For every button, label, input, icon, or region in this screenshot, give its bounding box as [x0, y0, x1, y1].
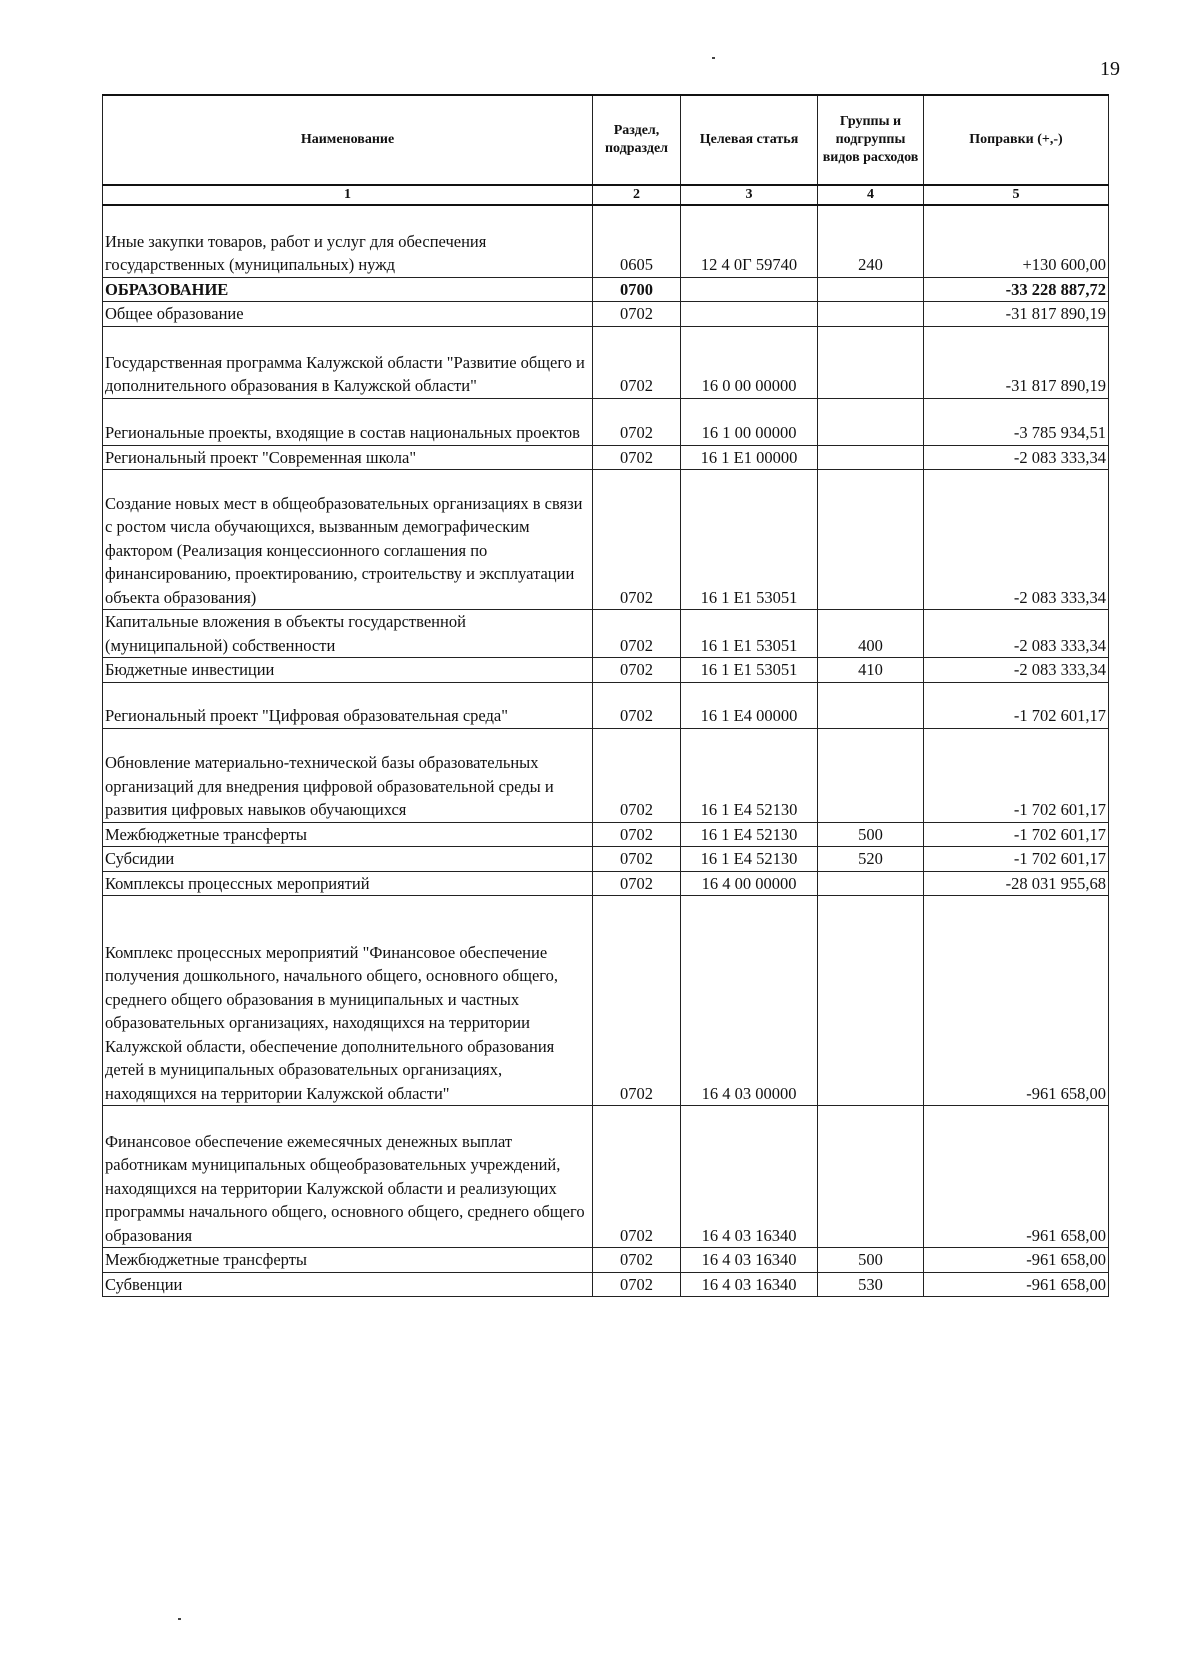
name-cell: Субсидии	[103, 847, 593, 872]
group-cell	[818, 277, 924, 302]
group-cell	[818, 896, 924, 1106]
table-row	[103, 302, 1109, 327]
name-cell: Межбюджетные трансферты	[103, 1248, 593, 1273]
name-cell: Региональный проект "Современная школа"	[103, 445, 593, 470]
group-cell	[818, 326, 924, 398]
target-cell: 12 4 0Г 59740	[681, 205, 818, 277]
section-cell: 0702	[593, 470, 681, 610]
page-number: 19	[1100, 58, 1120, 80]
group-cell	[818, 1106, 924, 1248]
column-number: 2	[593, 185, 681, 205]
section-cell: 0702	[593, 1248, 681, 1273]
scan-speck	[178, 1618, 181, 1620]
table-row	[103, 871, 1109, 896]
target-cell: 16 4 03 16340	[681, 1106, 818, 1248]
target-cell: 16 4 00 00000	[681, 871, 818, 896]
target-cell: 16 1 E4 52130	[681, 822, 818, 847]
amount-cell: -31 817 890,19	[924, 326, 1109, 398]
target-cell: 16 4 03 00000	[681, 896, 818, 1106]
group-cell: 530	[818, 1272, 924, 1297]
name-cell: Капитальные вложения в объекты государственной (муниципальной) собственности	[103, 610, 593, 658]
header-name: Наименование	[103, 95, 593, 185]
amount-cell: -31 817 890,19	[924, 302, 1109, 327]
target-cell: 16 1 E1 53051	[681, 470, 818, 610]
section-cell: 0700	[593, 277, 681, 302]
budget-amendments-table	[102, 94, 1109, 1297]
amount-cell: -961 658,00	[924, 1248, 1109, 1273]
group-cell: 240	[818, 205, 924, 277]
name-cell: Общее образование	[103, 302, 593, 327]
table-row	[103, 896, 1109, 1106]
section-cell: 0702	[593, 847, 681, 872]
section-cell: 0702	[593, 326, 681, 398]
group-cell: 520	[818, 847, 924, 872]
amount-cell: -33 228 887,72	[924, 277, 1109, 302]
header-target: Целевая статья	[681, 95, 818, 185]
group-cell: 500	[818, 822, 924, 847]
name-cell: Региональные проекты, входящие в состав национальных проектов	[103, 398, 593, 445]
amount-cell: -2 083 333,34	[924, 445, 1109, 470]
target-cell: 16 0 00 00000	[681, 326, 818, 398]
amount-cell: -961 658,00	[924, 1272, 1109, 1297]
table-row	[103, 847, 1109, 872]
section-cell: 0702	[593, 728, 681, 822]
table-row	[103, 1106, 1109, 1248]
section-cell: 0702	[593, 658, 681, 683]
group-cell	[818, 682, 924, 728]
group-cell	[818, 302, 924, 327]
section-cell: 0702	[593, 682, 681, 728]
amount-cell: -961 658,00	[924, 896, 1109, 1106]
column-number: 5	[924, 185, 1109, 205]
table-row	[103, 326, 1109, 398]
section-cell: 0702	[593, 822, 681, 847]
amount-cell: -28 031 955,68	[924, 871, 1109, 896]
target-cell: 16 1 E4 52130	[681, 728, 818, 822]
group-cell: 410	[818, 658, 924, 683]
table-row	[103, 682, 1109, 728]
group-cell: 500	[818, 1248, 924, 1273]
section-cell: 0605	[593, 205, 681, 277]
target-cell: 16 1 E1 53051	[681, 610, 818, 658]
name-cell: ОБРАЗОВАНИЕ	[103, 277, 593, 302]
target-cell: 16 4 03 16340	[681, 1272, 818, 1297]
amount-cell: +130 600,00	[924, 205, 1109, 277]
target-cell	[681, 302, 818, 327]
column-number-row	[103, 185, 1109, 205]
amount-cell: -2 083 333,34	[924, 658, 1109, 683]
section-cell: 0702	[593, 445, 681, 470]
group-cell	[818, 871, 924, 896]
table-row	[103, 610, 1109, 658]
table-row	[103, 445, 1109, 470]
group-cell	[818, 470, 924, 610]
header-amendments: Поправки (+,-)	[924, 95, 1109, 185]
group-cell	[818, 398, 924, 445]
amount-cell: -961 658,00	[924, 1106, 1109, 1248]
group-cell	[818, 728, 924, 822]
header-section: Раздел, подраздел	[593, 95, 681, 185]
amount-cell: -1 702 601,17	[924, 728, 1109, 822]
amount-cell: -2 083 333,34	[924, 610, 1109, 658]
section-cell: 0702	[593, 896, 681, 1106]
amount-cell: -2 083 333,34	[924, 470, 1109, 610]
name-cell: Обновление материально-технической базы образовательных организаций для внедрения цифровой образовательной среды и развития цифровых навыков обучающихся	[103, 728, 593, 822]
column-number: 1	[103, 185, 593, 205]
section-cell: 0702	[593, 1272, 681, 1297]
name-cell: Финансовое обеспечение ежемесячных денежных выплат работникам муниципальных общеобразовательных учреждений, находящихся на территории Калужской области и реализующих программы начального общего, основного общего, среднего общего образования	[103, 1106, 593, 1248]
column-number: 3	[681, 185, 818, 205]
section-cell: 0702	[593, 302, 681, 327]
table-row	[103, 205, 1109, 277]
name-cell: Субвенции	[103, 1272, 593, 1297]
name-cell: Создание новых мест в общеобразовательных организациях в связи с ростом числа обучающихся, вызванным демографическим фактором (Реализация концессионного соглашения по финансированию, проектированию, строительству и эксплуатации объекта образования)	[103, 470, 593, 610]
header-groups: Группы и подгруппы видов расходов	[818, 95, 924, 185]
table-row	[103, 728, 1109, 822]
table-row	[103, 822, 1109, 847]
target-cell: 16 1 E1 53051	[681, 658, 818, 683]
group-cell	[818, 445, 924, 470]
header-row	[103, 95, 1109, 185]
table-row	[103, 658, 1109, 683]
amount-cell: -1 702 601,17	[924, 682, 1109, 728]
target-cell	[681, 277, 818, 302]
table-row	[103, 398, 1109, 445]
section-cell: 0702	[593, 610, 681, 658]
name-cell: Комплекс процессных мероприятий "Финансовое обеспечение получения дошкольного, начального общего, основного общего, среднего общего образования в муниципальных и частных образовательных организациях, находящихся на территории Калужской области, обеспечение дополнительного образования детей в муниципальных образовательных организациях, находящихся на территории Калужской области"	[103, 896, 593, 1106]
target-cell: 16 1 E4 52130	[681, 847, 818, 872]
table-row	[103, 1248, 1109, 1273]
name-cell: Государственная программа Калужской области "Развитие общего и дополнительного образования в Калужской области"	[103, 326, 593, 398]
group-cell: 400	[818, 610, 924, 658]
target-cell: 16 1 E4 00000	[681, 682, 818, 728]
table-row	[103, 277, 1109, 302]
name-cell: Бюджетные инвестиции	[103, 658, 593, 683]
table-row	[103, 1272, 1109, 1297]
amount-cell: -3 785 934,51	[924, 398, 1109, 445]
name-cell: Межбюджетные трансферты	[103, 822, 593, 847]
scan-speck	[712, 57, 715, 59]
section-cell: 0702	[593, 1106, 681, 1248]
name-cell: Комплексы процессных мероприятий	[103, 871, 593, 896]
target-cell: 16 4 03 16340	[681, 1248, 818, 1273]
name-cell: Иные закупки товаров, работ и услуг для обеспечения государственных (муниципальных) нужд	[103, 205, 593, 277]
column-number: 4	[818, 185, 924, 205]
target-cell: 16 1 E1 00000	[681, 445, 818, 470]
amount-cell: -1 702 601,17	[924, 847, 1109, 872]
amount-cell: -1 702 601,17	[924, 822, 1109, 847]
table-row	[103, 470, 1109, 610]
section-cell: 0702	[593, 871, 681, 896]
name-cell: Региональный проект "Цифровая образовательная среда"	[103, 682, 593, 728]
section-cell: 0702	[593, 398, 681, 445]
target-cell: 16 1 00 00000	[681, 398, 818, 445]
